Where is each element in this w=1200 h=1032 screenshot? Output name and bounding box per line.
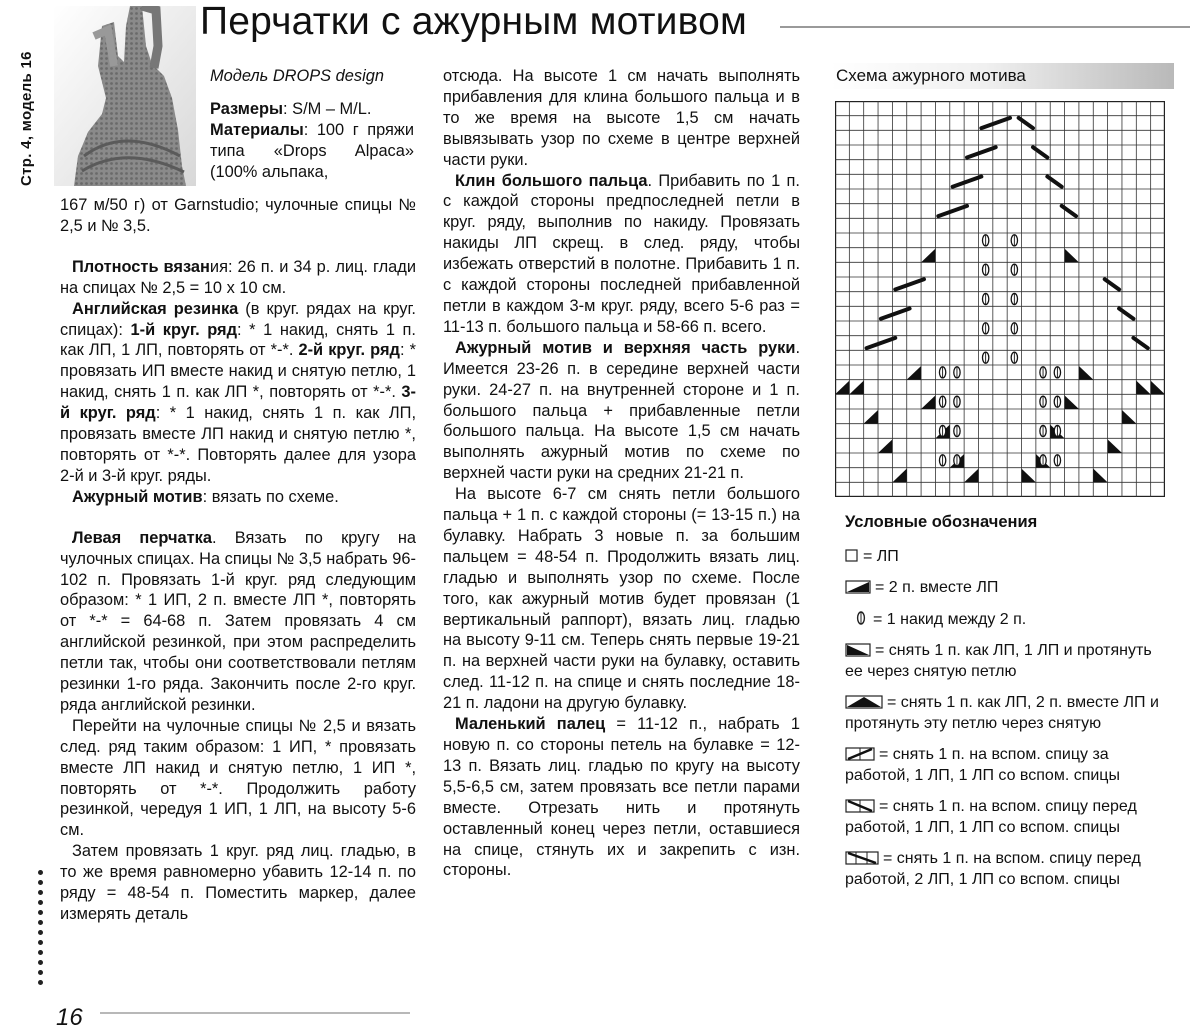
gauge-text: ия: 26 п. и 34 р. лиц. глади на спицах № 2,5 = 10 х 10 см. bbox=[60, 257, 417, 297]
legend-item-k2tog: = 2 п. вместе ЛП bbox=[845, 578, 1165, 599]
sizes-value: : S/M – M/L. bbox=[283, 99, 372, 118]
legend-item-sk2p: = снять 1 п. как ЛП, 2 п. вместе ЛП и протянуть эту петлю через снятую bbox=[845, 694, 1159, 732]
designer-credit: Модель DROPS design bbox=[210, 67, 384, 85]
rib-row2-text: : * провязать ИП вместе накид и снятую петлю, 1 накид, снять 1 п. как ЛП *, повторять от *-*. bbox=[60, 341, 416, 402]
rib-row3-label: 3-й круг. ряд bbox=[60, 383, 416, 423]
lace-upper-paragraph bbox=[443, 338, 800, 484]
sizes-label: Размеры bbox=[210, 99, 284, 118]
lace-upper-label: Ажурный мотив и верхняя часть руки bbox=[455, 338, 796, 357]
rib-row1-text: : * 1 накид, снять 1 п. как ЛП, 1 ЛП, повторять от *-*. bbox=[60, 320, 416, 360]
yarn-over-icon bbox=[855, 610, 869, 626]
cable-front-3-icon bbox=[845, 851, 879, 865]
gauge-label: Плотность вязан bbox=[72, 257, 210, 276]
materials-label: Материалы bbox=[210, 120, 304, 139]
title-rule bbox=[780, 26, 1190, 28]
rib-row3-text: : * 1 накид, снять 1 п. как ЛП, провязать вместе ЛП накид и снятую петлю *, повторять от *-*. Повторять далее для узора 2-й и 3-й круг. ряды. bbox=[60, 404, 416, 485]
left-glove-text: . Вязать по кругу на чулочных спицах. На спицы № 3,5 набрать 96-102 п. Провязать 1-й круг. ряд следующим образом: * 1 ИП, 2 п. вместе ЛП *, повторять от *-* = 64-68 п. Затем провязать 4 см английской резинкой, при этом распределить петли так, чтобы они соответствовали петлям резинки 1-го ряда. Закончить после 2-го круг. ряда английской резинки. bbox=[60, 528, 416, 714]
little-finger-text: = 11-12 п., набрать 1 новую п. со стороны петель на булавке = 12-13 п. Вязать лиц. гладью по кругу на высоту 5,5-6,5 см, затем провязать все петли парами вместе. Отрезать нить и протянуть оставленный конец через петли, оставшиеся на спице, стянуть их и закрепить с изн. стороны. bbox=[443, 715, 800, 880]
rib-text: (в круг. рядах на круг. спицах): bbox=[60, 299, 416, 339]
lace-text: : вязать по схеме. bbox=[202, 487, 339, 506]
page-number: 16 bbox=[56, 1004, 83, 1031]
legend-heading: Условные обозначения bbox=[845, 513, 1038, 531]
little-finger-label: Маленький палец bbox=[455, 715, 606, 734]
continuation-paragraph: отсюда. На высоте 1 см начать выполнять прибавления для клина большого пальца и в то же время на высоте 1,5 см начать вывязывать узор по схеме в центре верхней части руки. bbox=[443, 67, 800, 169]
lace-label: Ажурный мотив bbox=[72, 487, 203, 506]
lace-upper-text: . Имеется 23-26 п. в середине верхней части руки. 24-27 п. на внутренней стороне и 1 п. большого пальца + прибавленные петли большого пальца. На высоте 1,5 см начать выполнять ажурный мотив по схеме по верхней части руки на средних 21-21 п. bbox=[443, 338, 800, 483]
rib-row2-label: 2-й круг. ряд bbox=[298, 341, 400, 360]
materials-continued: 167 м/50 г) от Garnstudio; чулочные спицы № 2,5 и № 3,5. bbox=[60, 196, 416, 235]
thumb-hold-paragraph: На высоте 6-7 см снять петли большого пальца + 1 п. с каждой стороны (= 13-15 п.) на булавку. Набрать 3 новые п. за большим пальцем = 48-54 п. Продолжить вязать лиц. гладью и выполнять узор по схеме. После того, как ажурный мотив будет провязан (1 вертикальный раппорт), вязать лиц. гладью на высоту 9-11 см. Теперь снять первые 19-21 п. на верхней части руки на булавку, оставить след. 11-12 п. на спице и снять последние 18-21 п. ладони на другую булавку. bbox=[443, 485, 800, 713]
article-title: Перчатки с ажурным мотивом bbox=[200, 0, 748, 43]
legend bbox=[845, 512, 1165, 901]
thumb-gusset-paragraph bbox=[443, 171, 800, 338]
legend-item-yarn-over: = 1 накид между 2 п. bbox=[855, 610, 1165, 631]
footer-rule bbox=[100, 1012, 410, 1014]
little-finger-paragraph bbox=[443, 714, 800, 881]
column-1-intro bbox=[210, 66, 414, 183]
legend-item-cable-front-3: = снять 1 п. на вспом. спицу перед работой, 2 ЛП, 1 ЛП со вспом. спицы bbox=[845, 850, 1141, 888]
left-glove-label: Левая перчатка bbox=[72, 528, 212, 547]
materials-value: : 100 г пряжи типа «Drops Alpaca» (100% альпака, bbox=[210, 120, 414, 181]
thumb-gusset-text: . Прибавить по 1 п. с каждой стороны предпоследней петли в круг. ряду, выполнив по накиду. Провязать накиды ЛП скрещ. в след. ряду, чтобы избежать отверстий в полотне. Прибавить 1 п. с каждой стороны последней прибавленной петли в каждом 3-м круг. ряду, всего 5-6 раз = 11-13 п. большого пальца и 58-66 п. всего. bbox=[443, 171, 800, 336]
cable-back-icon bbox=[845, 747, 875, 761]
column-1 bbox=[60, 195, 416, 925]
needles-paragraph: Перейти на чулочные спицы № 2,5 и вязать след. ряд таким образом: 1 ИП, * провязать вместе ЛП накид и снятую петлю, 1 ИП *, повторять от *-*. Продолжить работу резинкой, чередуя 1 ИП, 1 ЛП, на высоту 5-6 см. bbox=[60, 716, 416, 840]
legend-item-cable-back: = снять 1 п. на вспом. спицу за работой, 1 ЛП, 1 ЛП со вспом. спицы bbox=[845, 746, 1120, 784]
legend-item-knit: = ЛП bbox=[845, 547, 1165, 568]
chart-frame bbox=[836, 102, 1165, 497]
rib-paragraph bbox=[60, 299, 416, 487]
left-glove-paragraph bbox=[60, 528, 416, 716]
sk2p-icon bbox=[845, 695, 883, 709]
chart-title: Схема ажурного мотива bbox=[836, 66, 1026, 85]
legend-item-cable-front: = снять 1 п. на вспом. спицу перед работой, 1 ЛП, 1 ЛП со вспом. спицы bbox=[845, 798, 1137, 836]
lace-chart bbox=[835, 101, 1165, 497]
column-2 bbox=[443, 66, 800, 881]
glove-photo bbox=[54, 6, 196, 186]
cable-front-icon bbox=[845, 799, 875, 813]
empty-square-icon bbox=[845, 549, 859, 563]
thumb-gusset-label: Клин большого пальца bbox=[455, 171, 648, 190]
rib-label: Английская резинка bbox=[72, 299, 239, 318]
page-side-label: Стр. 4, модель 16 bbox=[18, 51, 35, 186]
materials-line bbox=[210, 120, 414, 183]
chart-header-bar bbox=[830, 63, 1174, 89]
lace-paragraph bbox=[60, 487, 416, 508]
rib-row1-label: 1-й круг. ряд bbox=[130, 320, 238, 339]
decrease-paragraph: Затем провязать 1 круг. ряд лиц. гладью, в то же время равномерно убавить 12-14 п. по ряду = 48-54 п. Поместить маркер, далее измерять деталь bbox=[60, 842, 416, 923]
legend-item-skp: = снять 1 п. как ЛП, 1 ЛП и протянуть ее через снятую петлю bbox=[845, 642, 1152, 680]
skp-icon bbox=[845, 643, 871, 657]
sizes-line bbox=[210, 99, 414, 120]
k2tog-icon bbox=[845, 580, 871, 594]
dotted-margin bbox=[38, 870, 44, 990]
gauge-paragraph bbox=[60, 257, 416, 299]
